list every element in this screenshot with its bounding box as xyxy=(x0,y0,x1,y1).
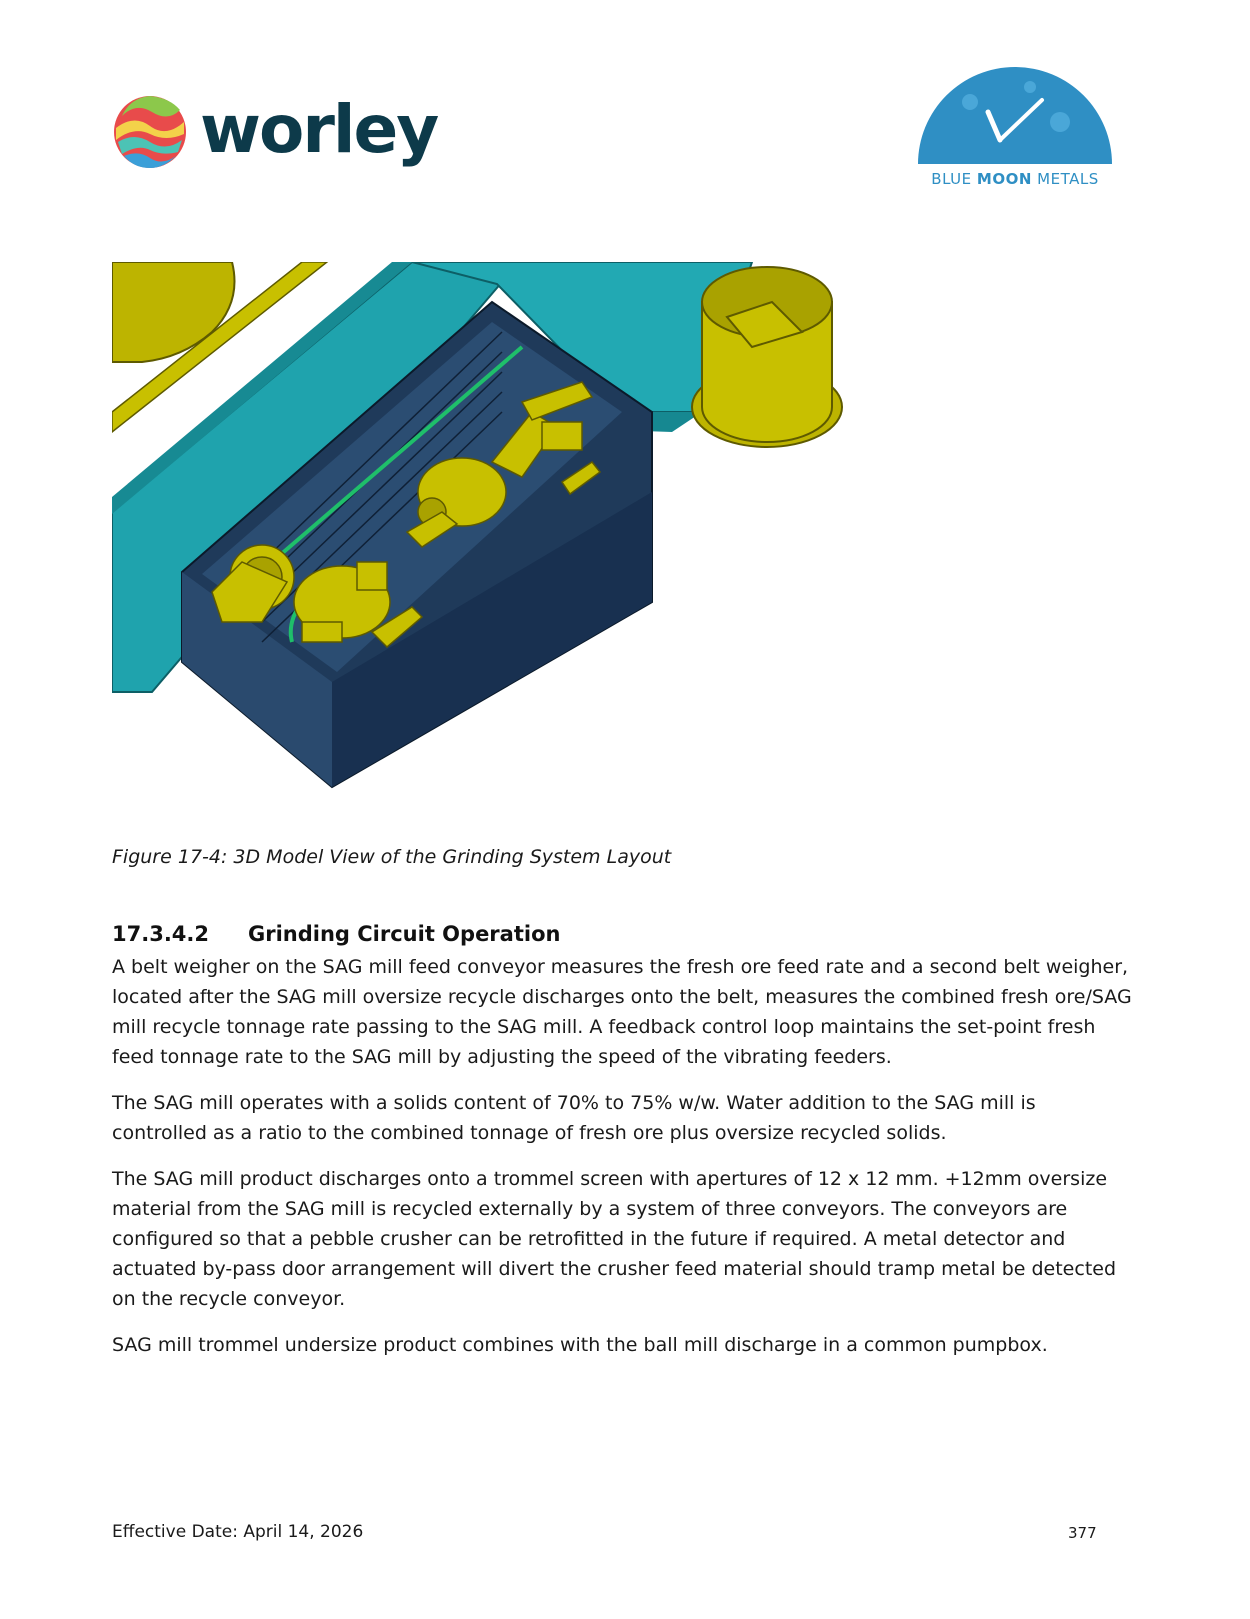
logo-text-moon: MOON xyxy=(976,170,1032,188)
paragraph: SAG mill trommel undersize product combines with the ball mill discharge in a common pumpbox. xyxy=(112,1334,1048,1356)
worley-logo xyxy=(110,88,460,178)
paragraph: A belt weigher on the SAG mill feed conveyor measures the fresh ore feed rate and a second belt weigher, located after the SAG mill oversize recycle discharges onto the belt, measures the combined fresh ore/SAG mill recycle tonnage rate passing to the SAG mill. A feedback control loop maintains the set-point fresh feed tonnage rate to the SAG mill by adjusting the speed of the vibrating feeders. xyxy=(112,956,1132,1068)
section-heading xyxy=(112,922,560,946)
moon-clock-icon xyxy=(910,62,1120,167)
worley-swirl-icon xyxy=(110,92,190,172)
page-number: 377 xyxy=(1068,1524,1097,1542)
grinding-system-3d-model-image xyxy=(112,262,872,810)
worley-wordmark: worley xyxy=(200,91,438,168)
logo-text-blue: BLUE xyxy=(931,170,977,188)
paragraph: The SAG mill product discharges onto a trommel screen with apertures of 12 x 12 mm. +12mm oversize material from the SAG mill is recycled externally by a system of three conveyors. The conveyors are configured so that a pebble crusher can be retrofitted in the future if required. A metal detector and actuated by-pass door arrangement will divert the crusher feed material should tramp metal be detected on the recycle conveyor. xyxy=(112,1168,1117,1310)
section-body xyxy=(112,952,1132,1376)
section-number: 17.3.4.2 xyxy=(112,922,209,946)
blue-moon-metals-wordmark xyxy=(910,170,1120,188)
paragraph: The SAG mill operates with a solids content of 70% to 75% w/w. Water addition to the SAG mill is controlled as a ratio to the combined tonnage of fresh ore plus oversize recycled solids. xyxy=(112,1092,1036,1144)
figure-caption: Figure 17-4: 3D Model View of the Grinding System Layout xyxy=(112,846,672,868)
logo-text-metals: METALS xyxy=(1031,170,1099,188)
section-title: Grinding Circuit Operation xyxy=(248,922,561,946)
blue-moon-metals-logo xyxy=(910,62,1120,197)
effective-date: Effective Date: April 14, 2026 xyxy=(112,1522,364,1542)
